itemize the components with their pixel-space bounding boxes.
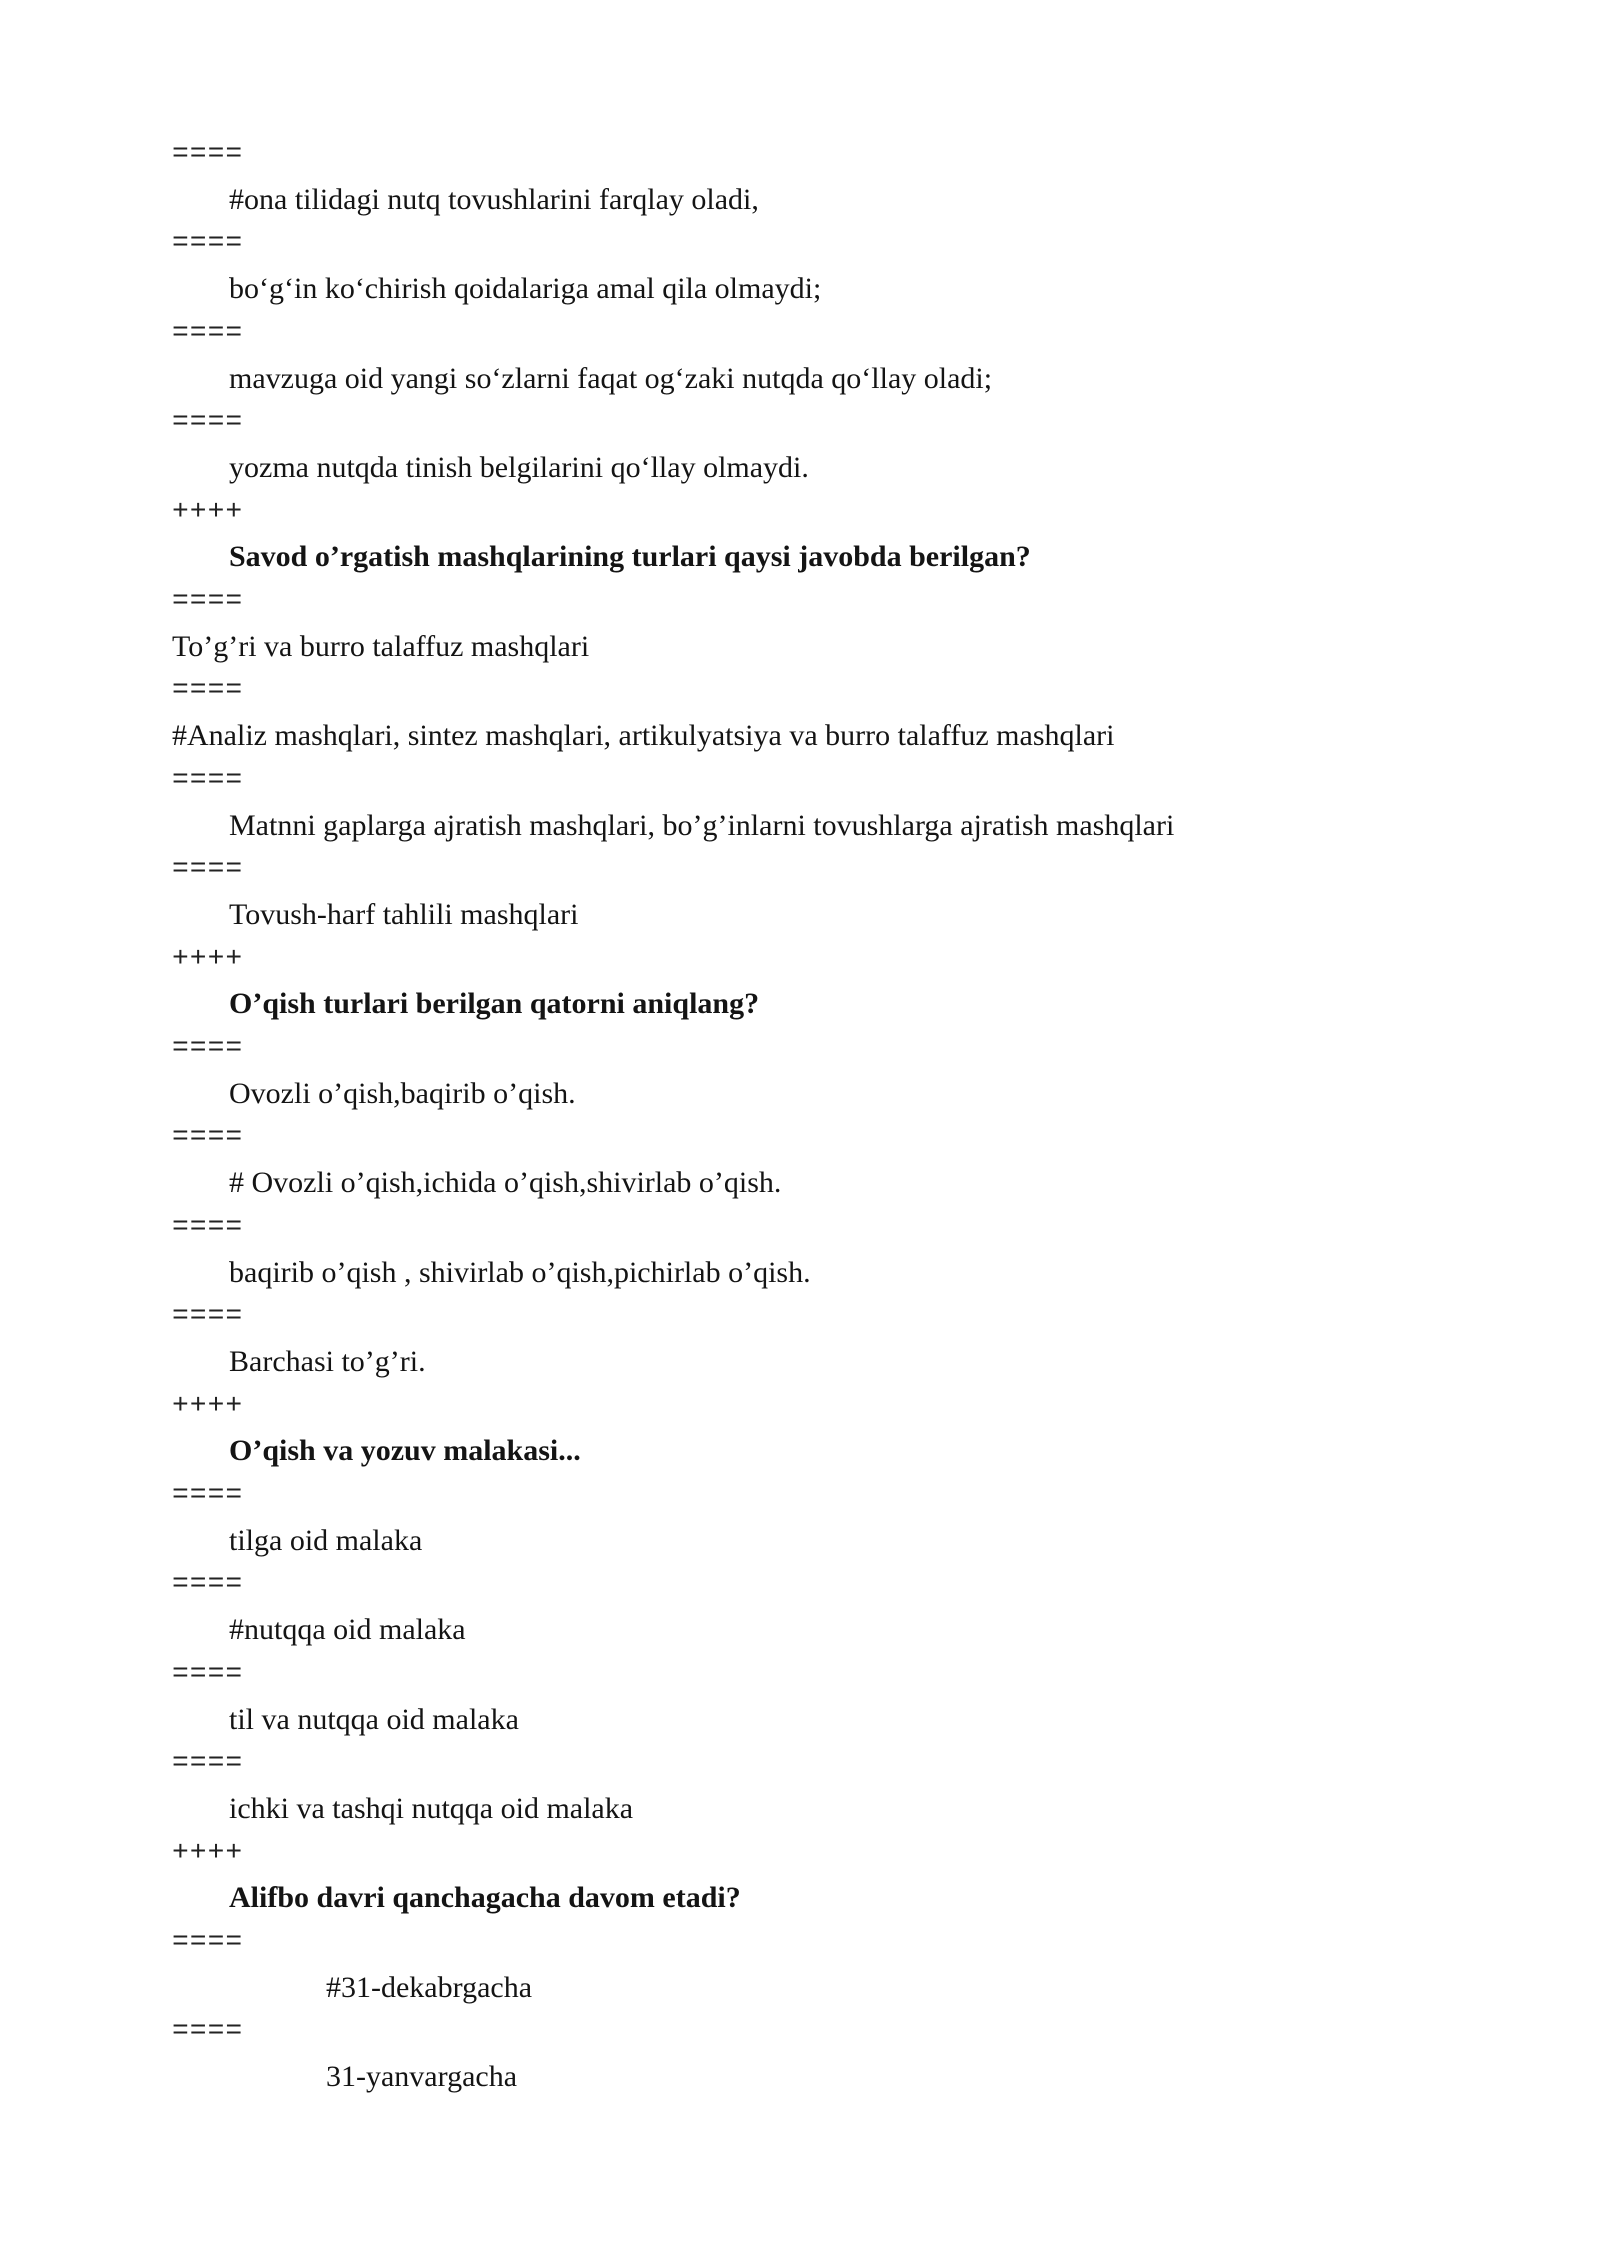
question-separator: ++++: [172, 496, 244, 528]
answer-option: baqirib o’qish , shivirlab o’qish,pichirlab o’qish.: [229, 1255, 811, 1289]
answer-separator: ====: [172, 1658, 244, 1690]
answer-separator: ====: [172, 1301, 244, 1333]
answer-option: #31-dekabrgacha: [326, 1970, 533, 2004]
answer-option: Ovozli o’qish,baqirib o’qish.: [229, 1076, 576, 1110]
question-separator: ++++: [172, 1837, 244, 1869]
answer-separator: ====: [172, 407, 244, 439]
answer-option: til va nutqqa oid malaka: [229, 1702, 519, 1736]
answer-option: 31-yanvargacha: [326, 2060, 518, 2094]
answer-separator: ====: [172, 1569, 244, 1601]
answer-option: bo‘g‘in ko‘chirish qoidalariga amal qila olmaydi;: [229, 272, 822, 306]
answer-separator: ====: [172, 764, 244, 796]
question-text: O’qish va yozuv malakasi...: [229, 1434, 581, 1468]
answer-option: ichki va tashqi nutqqa oid malaka: [229, 1791, 634, 1825]
answer-separator: ====: [172, 675, 244, 707]
question-text: Alifbo davri qanchagacha davom etadi?: [229, 1881, 741, 1915]
question-text: O’qish turlari berilgan qatorni aniqlang?: [229, 987, 760, 1021]
answer-option: #Analiz mashqlari, sintez mashqlari, artikulyatsiya va burro talaffuz mashqlari: [172, 719, 1115, 753]
answer-option: Tovush-harf tahlili mashqlari: [229, 897, 579, 931]
answer-separator: ====: [172, 1033, 244, 1064]
answer-option: Matnni gaplarga ajratish mashqlari, bo’g’inlarni tovushlarga ajratish mashqlari: [229, 808, 1175, 842]
answer-option: mavzuga oid yangi so‘zlarni faqat og‘zaki nutqda qo‘llay oladi;: [229, 361, 993, 395]
answer-separator: ====: [172, 228, 244, 260]
answer-option: #nutqqa oid malaka: [229, 1613, 466, 1647]
question-separator: ++++: [172, 1390, 244, 1422]
answer-option: Barchasi to’g’ri.: [229, 1344, 426, 1378]
question-separator: ++++: [172, 943, 244, 975]
answer-separator: ====: [172, 1211, 244, 1243]
answer-separator: ====: [172, 1927, 244, 1958]
answer-separator: ====: [172, 2016, 244, 2048]
answer-separator: ====: [172, 139, 244, 170]
answer-separator: ====: [172, 1480, 244, 1511]
answer-separator: ====: [172, 1122, 244, 1154]
answer-option: yozma nutqda tinish belgilarini qo‘llay olmaydi.: [229, 450, 809, 484]
answer-separator: ====: [172, 317, 244, 349]
answer-option: # Ovozli o’qish,ichida o’qish,shivirlab o’qish.: [229, 1166, 782, 1200]
answer-option: To’g’ri va burro talaffuz mashqlari: [172, 629, 590, 663]
answer-separator: ====: [172, 1748, 244, 1780]
question-text: Savod o’rgatish mashqlarining turlari qaysi javobda berilgan?: [229, 540, 1031, 574]
answer-option: #ona tilidagi nutq tovushlarini farqlay oladi,: [229, 182, 759, 216]
answer-separator: ====: [172, 586, 244, 617]
answer-separator: ====: [172, 854, 244, 886]
answer-option: tilga oid malaka: [229, 1523, 423, 1557]
